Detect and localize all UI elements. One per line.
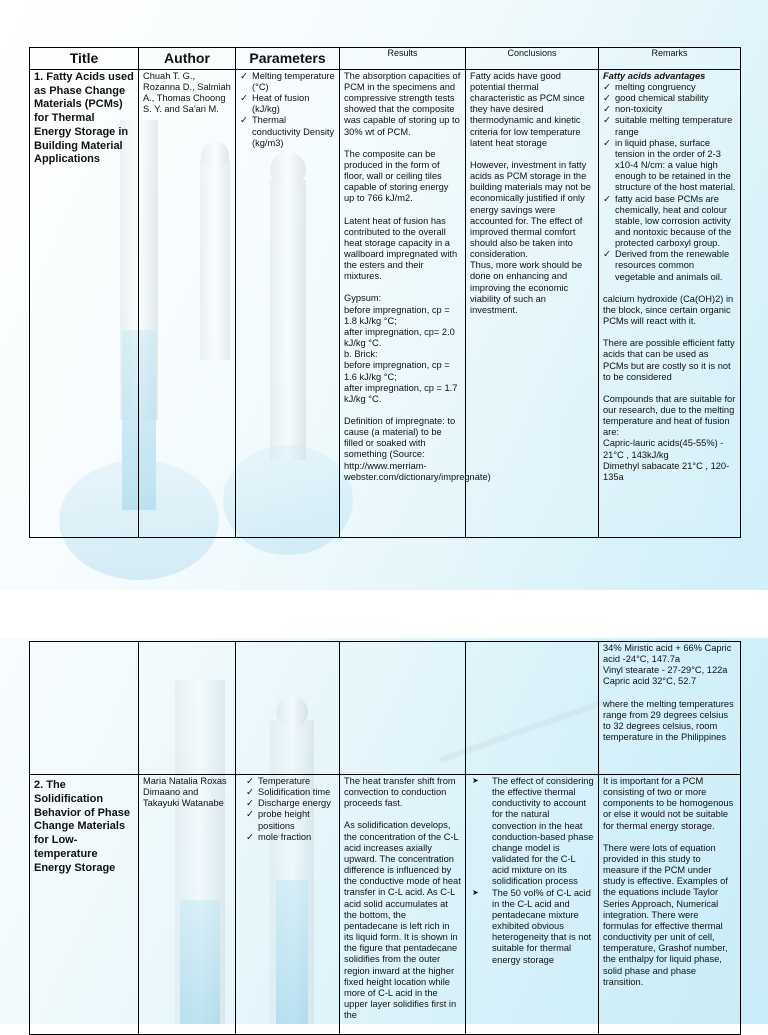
list-item: ✓ Temperature [246,776,335,787]
list-item: ✓ mole fraction [246,832,335,843]
header-remarks: Remarks [599,48,741,70]
impregnate-definition: Definition of impregnate: to cause (a material) to be filled or soaked with something (Source: http://www.merriam-webster.com/dictionary/impregnate) [344,416,491,482]
gypsum-before: before impregnation, cp = 1.8 kJ/kg °C; [344,304,450,326]
page-gap [0,590,768,638]
study-title-cell [30,775,139,1035]
remarks-cell [599,69,741,537]
list-item: ✓ Discharge energy [246,798,335,809]
conclusions-paragraph: Fatty acids have good potential thermal characteristic as PCM since they have desired thermodynamic and kinetic criteria for low temperature latent heat storage [470,70,585,148]
header-parameters: Parameters [236,48,340,70]
gypsum-after: after impregnation, cp= 2.0 kJ/kg °C. [344,326,455,349]
list-item: ✓ probe height positions [246,809,335,831]
empty-cell [30,642,139,775]
results-paragraph: The absorption capacities of PCM in the specimens and compressive strength tests showed that the composite was capable of storing up to 30% wt of PCM. [344,70,461,137]
list-item: ➤ The effect of considering the effective thermal conductivity to account for the natural convection in the heat conduction-based phase change model is validated for the C-L acid mixture on its solidification process [470,776,594,888]
empty-cell [236,642,340,775]
list-item: ✓ melting congruency [603,82,736,93]
list-item: ✓ good chemical stability [603,93,736,104]
empty-cell [139,642,236,775]
parameters-list [240,776,335,843]
parameters-list [240,71,335,149]
remarks-paragraph: calcium hydroxide (Ca(OH)2) in the block, since certain organic PCMs will react with it. [603,293,734,327]
conclusions-paragraph: However, investment in fatty acids as PCM storage in the building materials may not be economically justified if only energy savings were accounted for. The effect of improved thermal comfort should also be taken into consideration. [470,159,591,260]
list-item: ✓ fatty acid base PCMs are chemically, heat and colour stable, low corrosion activity and nontoxic because of the protected carboxyl group. [603,194,736,250]
compound-entry: Vinyl stearate - 27-29°C, 122a [603,665,728,676]
literature-table-page2 [29,641,741,1035]
results-cell [340,69,491,537]
remarks-paragraph: where the melting temperatures range from 29 degrees celsius to 32 degrees celsius, room temperature in the Philippines [603,698,734,743]
advantages-list [603,82,736,283]
parameters-cell [236,775,340,1035]
parameters-cell [236,69,340,537]
brick-label: b. Brick: [344,349,378,360]
authors: Maria Natalia Roxas Dimaano and Takayuki Watanabe [143,776,227,809]
remarks-paragraph: There are possible efficient fatty acids that can be used as PCMs but are costly so it is not to be considered [603,338,735,382]
list-item: ✓ non-toxicity [603,104,736,115]
compound-entry: Dimethyl sabacate 21°C , 120-135a [603,460,730,482]
author-cell [139,775,236,1035]
remarks-cell [599,775,741,1035]
header-row [30,48,741,70]
table-row [30,642,741,775]
header-conclusions: Conclusions [466,48,599,70]
brick-before: before impregnation, cp = 1.6 kJ/kg °C; [344,360,450,382]
results-cell [340,775,466,1035]
study-title-cell [30,69,139,537]
author-cell [139,69,236,537]
brick-after: after impregnation, cp = 1.7 kJ/kg °C. [344,382,458,404]
list-item: ✓ Heat of fusion (kJ/kg) [240,93,335,115]
results-paragraph: The heat transfer shift from convection to conduction proceeds fast. [344,776,456,809]
header-results: Results [340,48,466,70]
list-item: ✓ Melting temperature (°C) [240,71,335,93]
table-row [30,775,741,1035]
study-title: 2. The Solidification Behavior of Phase Change Materials for Low-temperature Energy Storage [34,779,130,874]
table-row [30,69,741,537]
remarks-heading: Fatty acids advantages [603,70,706,81]
remarks-paragraph: There were lots of equation provided in this study to measure if the PCM under study is effective. Examples of the equations include Taylor Series Approach, Numerical integration. There were formulas for effective thermal conductivity per unit of cell, temperature, Grashof number, the enthalpy for liquid phase, solid phase and phase transition. [603,842,728,987]
compound-entry: Capric-lauric acids(45-55%) - 21°C , 143kJ/kg [603,438,724,460]
conclusions-list [470,776,594,966]
header-title: Title [30,48,139,70]
conclusions-cell [466,69,599,537]
list-item: ✓ Thermal conductivity Density (kg/m3) [240,115,335,148]
list-item: ➤ The 50 vol% of C-L acid in the C-L acid and pentadecane mixture exhibited obvious heterogeneity that is not suitable for thermal energy storage [470,888,594,966]
literature-table-page1 [29,47,741,538]
list-item: ✓ Derived from the renewable resources common vegetable and animals oil. [603,249,736,282]
compound-entry: Capric acid 32°C, 52.7 [603,676,697,687]
remarks-continued-cell [599,642,741,775]
results-paragraph: As solidification develops, the concentration of the C-L acid increases axially upward. The concentration difference is influenced by the conductive mode of heat transfer in C-L acid. As C-L acid solid accumulates at the bottom, the pentadecane is left rich in its liquid form. It is shown in the figure that pentadecane solidifies from the outer region inward at the higher fixed height location while more of C-L acid in the upper layer solidifies first in the [344,820,461,1021]
remarks-paragraph: Compounds that are suitable for our research, due to the melting temperature and heat of fusion are: [603,393,736,438]
empty-cell [340,642,466,775]
results-paragraph: Latent heat of fusion has contributed to the overall heat storage capacity in a wallboard impregnated with the esters and their mixtures. [344,215,458,282]
gypsum-label: Gypsum: [344,293,382,304]
conclusions-cell [466,775,599,1035]
conclusions-paragraph: Thus, more work should be done on enhancing and improving the economic viability of such an investment. [470,260,583,315]
list-item: ✓ Solidification time [246,787,335,798]
header-author: Author [139,48,236,70]
authors: Chuah T. G., Rozanna D., Salmiah A., Thomas Choong S. Y. and Sa'ari M. [143,70,231,115]
study-title: 1. Fatty Acids used as Phase Change Materials (PCMs) for Thermal Energy Storage in Building Material Applications [34,70,134,166]
list-item: ✓ suitable melting temperature range [603,115,736,137]
empty-cell [466,642,599,775]
list-item: ✓ in liquid phase, surface tension in the order of 2-3 x10-4 N/cm: a value high enough to be retained in the structure of the host material. [603,138,736,194]
results-paragraph: The composite can be produced in the form of floor, wall or ceiling tiles capable of storing energy up to 766 kJ/m2. [344,148,449,204]
remarks-paragraph: It is important for a PCM consisting of two or more components to be homogenous or else it would not be suitable for thermal energy storage. [603,776,734,831]
compound-entry: 34% Miristic acid + 66% Capric acid -24°C, 147.7a [603,643,732,665]
